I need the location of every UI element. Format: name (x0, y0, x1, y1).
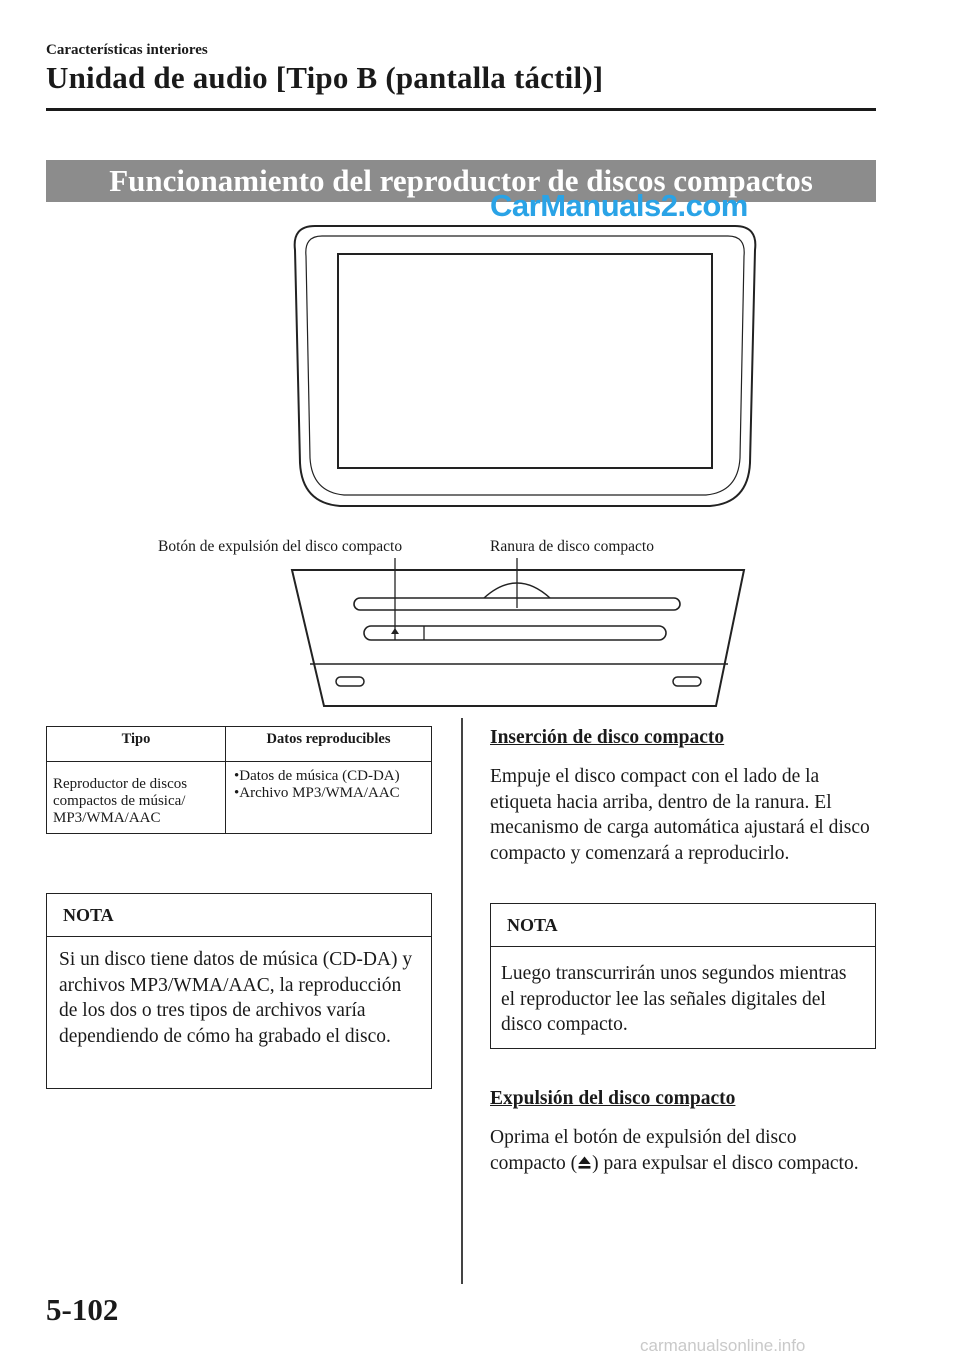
section-title: Características interiores (46, 42, 208, 58)
table-header-data: Datos reproducibles (226, 727, 432, 762)
eject-icon (577, 1155, 592, 1170)
eject-heading: Expulsión del disco compacto (490, 1088, 736, 1109)
table-header-type: Tipo (47, 727, 226, 762)
touchscreen-illustration (280, 218, 770, 518)
table-bullet: •Archivo MP3/WMA/AAC (234, 785, 400, 801)
nota-text: Si un disco tiene datos de música (CD-DA) y archivos MP3/WMA/AAC, la reproducción de los dos o tres tipos de archivos varía dependiendo de cómo ha grabado el disco. (59, 949, 413, 1047)
watermark: CarManuals2.com (490, 188, 748, 223)
nota-box-right (490, 903, 876, 1049)
table-cell-data (226, 762, 432, 834)
nota-title: NOTA (491, 904, 875, 947)
nota-text: Luego transcurrirán unos segundos mientras el reproductor lee las señales digitales del disco compacto. (501, 963, 847, 1035)
table-row (47, 762, 432, 834)
playable-data-table (46, 726, 432, 834)
column-divider (461, 718, 463, 1284)
insert-text: Empuje el disco compact con el lado de la etiqueta hacia arriba, dentro de la ranura. El mecanismo de carga automática ajustará el disco compacto y comenzará a reproducirlo. (490, 766, 870, 864)
eject-text-after: ) para expulsar el disco compacto. (592, 1152, 859, 1174)
footer-watermark: carmanualsonline.info (640, 1336, 806, 1355)
nota-title: NOTA (47, 894, 431, 937)
eject-button-label: Botón de expulsión del disco compacto (158, 538, 403, 555)
eject-text (490, 1125, 876, 1176)
eject-text-before: Oprima el botón de expulsión del disco compacto ( (490, 1127, 797, 1174)
nota-box-left (46, 893, 432, 1089)
table-header-row (47, 727, 432, 762)
insert-heading: Inserción de disco compacto (490, 727, 725, 748)
cd-unit-illustration (284, 556, 754, 716)
chapter-title: Unidad de audio [Tipo B (pantalla táctil)] (46, 60, 604, 95)
section-banner: Funcionamiento del reproductor de discos compactos (46, 160, 876, 202)
slot-label: Ranura de disco compacto (490, 538, 654, 555)
page-number: 5-102 (46, 1292, 119, 1327)
table-cell-type: Reproductor de discos compactos de música/ MP3/WMA/AAC (47, 762, 226, 834)
header-rule (46, 108, 876, 111)
table-bullet: •Datos de música (CD-DA) (234, 768, 400, 784)
